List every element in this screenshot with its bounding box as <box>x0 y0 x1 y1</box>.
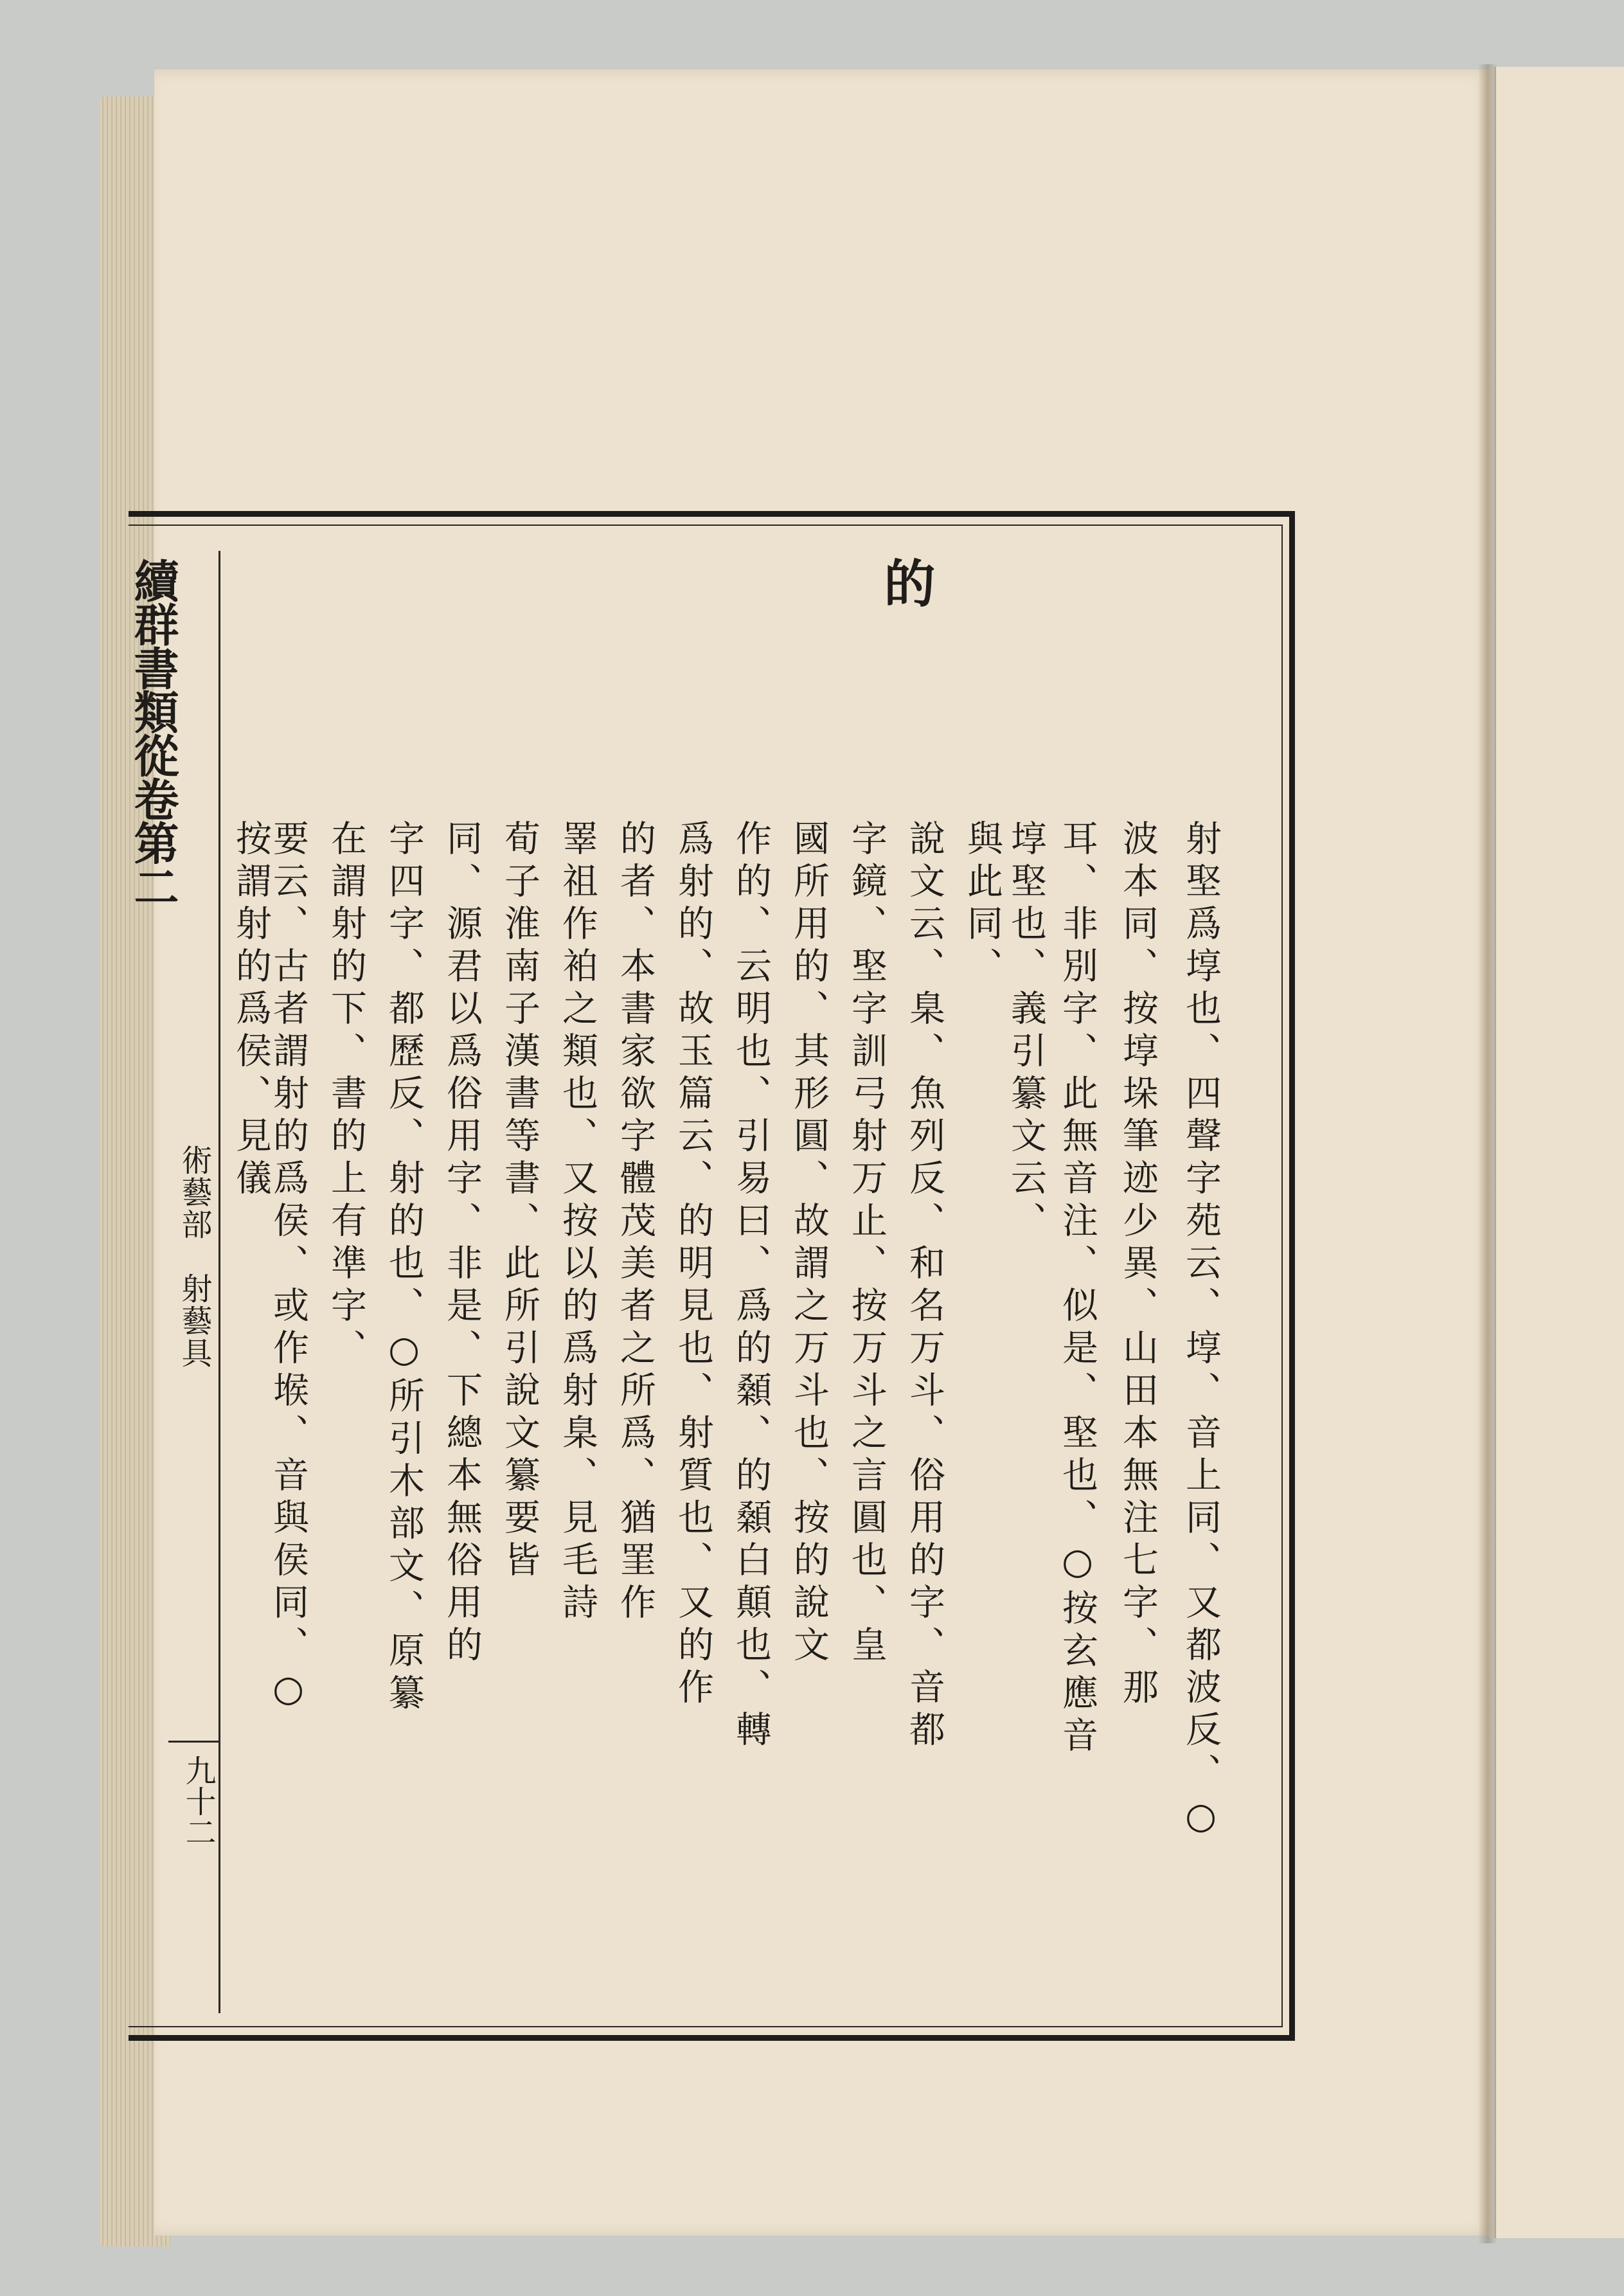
text-column: 與此同、 <box>961 820 1003 989</box>
text-column: 射埾爲埻也、四聲字苑云、埻、音上同、又都波反、○ <box>1180 820 1222 1843</box>
text-column: 要云、古者謂射的爲侯、或作堠、音與侯同、○ <box>267 820 309 1716</box>
running-title: 續群書類從卷第二 <box>127 558 180 908</box>
text-column: 字鏡、埾字訓弓射万止、按万斗之言圓也、皇 <box>846 820 888 1668</box>
entry-heading: 的 <box>875 557 936 608</box>
text-column: 波本同、按埻垛筆迹少異、山田本無注七字、那 <box>1117 820 1159 1710</box>
text-column: 在謂射的下、書的上有凖字、 <box>325 820 367 1371</box>
text-column: 字四字、都歷反、射的也、○所引木部文、原纂 <box>383 820 425 1716</box>
text-column: 按謂射的爲侯、見儀 <box>230 820 272 1201</box>
text-column: 作的、云明也、引易曰、爲的顙、的顙白顛也、轉 <box>730 820 772 1753</box>
page-number-rule <box>168 1741 220 1743</box>
text-column: 同、源君以爲俗用字、非是、下總本無俗用的 <box>441 820 483 1668</box>
text-column: 說文云、臬、魚列反、和名万斗、俗用的字、音都 <box>904 820 945 1753</box>
text-column: 的者、本書家欲字體茂美者之所爲、猶罣作 <box>614 820 656 1626</box>
facing-page <box>1494 67 1624 2238</box>
running-section: 術藝部 射藝具 <box>176 1144 212 1369</box>
page-number: 九十二 <box>180 1755 216 1847</box>
text-column: 荀子淮南子漢書等書、此所引說文纂要皆 <box>499 820 540 1583</box>
text-column: 國所用的、其形圓、故謂之万斗也、按的說文 <box>788 820 830 1668</box>
text-column: 爲射的、故玉篇云、的明見也、射質也、又的作 <box>672 820 714 1710</box>
text-column: 埻埾也、義引纂文云、 <box>1005 820 1047 1244</box>
text-column: 睪祖作袙之類也、又按以的爲射臬、見毛詩 <box>557 820 598 1626</box>
text-column: 耳、非別字、此無音注、似是、埾也、○按玄應音 <box>1057 820 1098 1759</box>
